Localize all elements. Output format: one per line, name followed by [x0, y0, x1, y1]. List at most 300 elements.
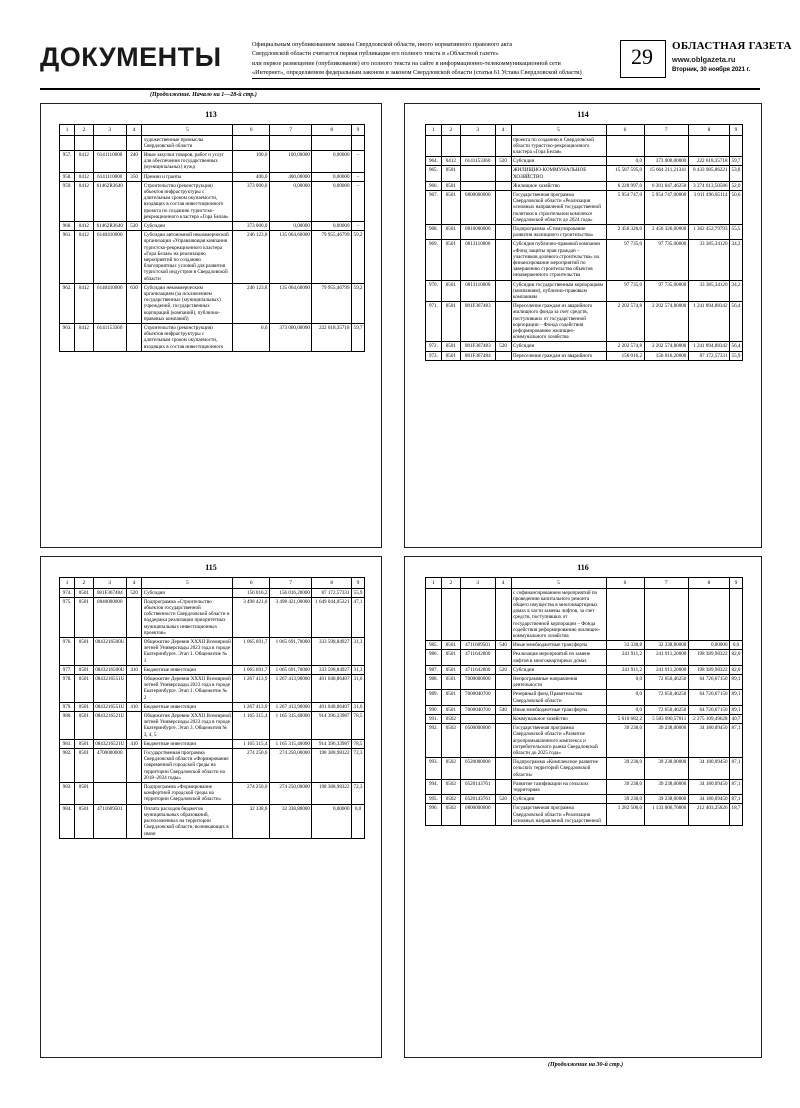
table-cell: ЖИЛИЩНО-КОММУНАЛЬНОЕ ХОЗЯЙСТВО	[511, 166, 606, 181]
table-cell: 957.	[60, 151, 75, 173]
table-row	[60, 181, 365, 221]
table-cell	[460, 135, 495, 157]
table-cell: Подпрограмма «Формирование комфортной городской среды на территории Свердловской области»	[142, 783, 233, 805]
table-cell: 0501	[441, 166, 460, 181]
table-cell: 97 735,00000	[644, 280, 688, 302]
table-cell: 0,0	[730, 641, 743, 650]
table-cell	[688, 135, 729, 157]
table-cell: 4711609501	[460, 641, 495, 650]
column-header: 4	[495, 125, 511, 136]
table-panel-115	[40, 556, 382, 1058]
column-header: 7	[644, 125, 688, 136]
table-cell: 4711642000	[460, 665, 495, 674]
table-cell: 31,3	[352, 665, 365, 674]
table-cell: 31,6	[352, 702, 365, 711]
table-cell: 15 664 211,21341	[644, 166, 688, 181]
table-row	[426, 240, 743, 280]
table-cell	[606, 135, 644, 157]
table-cell: 0501	[441, 342, 460, 351]
table-cell: 6141153360	[460, 157, 495, 166]
column-header: 8	[688, 125, 729, 136]
table-cell	[127, 135, 142, 150]
table-cell: 0502	[441, 724, 460, 758]
table-cell: 971.	[426, 302, 442, 342]
table-cell: 984.	[60, 804, 75, 838]
table-cell: 274 250,0	[233, 749, 269, 783]
table-cell: Коммунальное хозяйство	[511, 715, 606, 724]
table-cell: Субсидии	[511, 157, 606, 166]
table-cell: Строительство (реконструкция) объектов инфраструктуры с длительным сроком окупаемости, входящих в состав инвестиционного проекта по созданию туристско-рекреационного кластера «Гора Белая»	[142, 181, 233, 221]
table-cell	[460, 166, 495, 181]
table-cell: Реализация мероприятий по замене лифтов в многоквартирных домах	[511, 650, 606, 665]
table-cell: Переселение граждан из аварийного жилищного фонда за счет средств, поступивших от государственной корпорации – Фонда содействия реформированию жилищно-коммунального хозяйства	[511, 302, 606, 342]
masthead	[40, 40, 792, 84]
table-cell: Субсидии некоммерческим организациям (за исключением государственных (муниципальных) учреждений, государственных корпораций (компаний), публично-правовых компаний)	[142, 283, 233, 323]
table-cell: 0,00000	[688, 641, 729, 650]
table-cell	[495, 724, 511, 758]
table-cell: 0501	[441, 280, 460, 302]
table-cell: 0520000000	[460, 758, 495, 780]
table-cell: Бюджетные инвестиции	[142, 665, 233, 674]
table-cell: 0810000000	[460, 225, 495, 240]
column-header: 5	[511, 578, 606, 589]
table-cell: Жилищное хозяйство	[511, 181, 606, 190]
table-cell: 1 065 691,70000	[269, 638, 312, 666]
continuation-note-top: (Продолжение. Начало на 1—28-й стр.)	[150, 92, 257, 98]
table-cell: 32 338,80000	[644, 641, 688, 650]
table-cell	[688, 588, 729, 641]
table-cell: 0501	[441, 302, 460, 342]
table-cell: –	[352, 172, 365, 181]
table-cell: Бюджетные инвестиции	[142, 739, 233, 748]
table-panel-114	[404, 103, 762, 548]
table-cell: 962.	[60, 283, 75, 323]
column-header: 1	[426, 125, 442, 136]
column-header: 9	[352, 125, 365, 136]
table-cell: 97 735,0	[606, 280, 644, 302]
table-cell: 540	[495, 705, 511, 714]
table-cell	[495, 758, 511, 780]
table-row	[426, 280, 743, 302]
table-cell: 198 388,98322	[312, 783, 352, 805]
table-cell: 0412	[75, 324, 93, 352]
table-cell: 0501	[75, 597, 93, 637]
table-cell	[495, 675, 511, 690]
blurb-line-4: «Интернет», определяемом федеральным законом и законом Свердловской области (статья 61 Устава Свердловской области)	[252, 68, 582, 76]
table-cell: 979.	[60, 702, 75, 711]
column-header: 6	[606, 125, 644, 136]
table-cell: 988.	[426, 675, 442, 690]
table-cell	[127, 231, 142, 284]
table-cell: 33 385,34120	[688, 280, 729, 302]
column-header: 2	[75, 125, 93, 136]
table-cell: 7000040700	[460, 705, 495, 714]
table-header-row	[426, 578, 743, 589]
table-row	[60, 675, 365, 703]
table-cell: 47,1	[352, 597, 365, 637]
table-cell: 1 362 452,79793	[688, 225, 729, 240]
table-row	[426, 641, 743, 650]
table-row	[426, 665, 743, 674]
table-cell: 59,2	[352, 231, 365, 284]
table-cell: 32 338,8	[606, 641, 644, 650]
table-row	[426, 157, 743, 166]
table-cell	[93, 783, 127, 805]
table-cell: 977.	[60, 665, 75, 674]
table-cell: 914 396,33987	[312, 739, 352, 748]
table-cell: 34,2	[730, 240, 743, 280]
table-cell: 222 618,35718	[312, 324, 352, 352]
table-cell: 401 048,86407	[312, 702, 352, 711]
table-cell: 72,3	[352, 783, 365, 805]
table-cell: 0,00000	[312, 181, 352, 221]
table-cell: 0,0	[606, 675, 644, 690]
table-cell: 520	[127, 222, 142, 231]
table-cell: 969.	[426, 240, 442, 280]
table-cell: Иные межбюджетные трансферты	[511, 641, 606, 650]
paper-website[interactable]: www.oblgazeta.ru	[672, 55, 736, 64]
table-cell: 156 016,20000	[644, 351, 688, 360]
table-cell: 967.	[426, 191, 442, 225]
table-cell	[644, 588, 688, 641]
table-cell: 61462R3640	[93, 181, 127, 221]
table-cell: Бюджетные инвестиции	[142, 702, 233, 711]
table-cell: 333 598,84927	[312, 638, 352, 666]
table-cell: 350	[127, 172, 142, 181]
column-header: 1	[60, 125, 75, 136]
table-cell: 1 267 413,90000	[269, 702, 312, 711]
blurb-line-3: или первое размещение (опубликование) его полного текста на сайте в информационно-телекоммуникационной сети	[252, 59, 561, 67]
table-row	[60, 783, 365, 805]
table-cell: 3 011 496,85114	[688, 191, 729, 225]
table-cell: 0,0	[606, 705, 644, 714]
column-header: 3	[93, 578, 127, 589]
table-cell	[127, 783, 142, 805]
table-cell	[312, 135, 352, 150]
table-cell: 0502	[441, 715, 460, 724]
table-cell: 1 165 315,4	[233, 712, 269, 740]
table-cell: 0,00000	[312, 172, 352, 181]
table-cell: 958.	[60, 172, 75, 181]
panel-number-116: 116	[577, 563, 589, 572]
table-row	[60, 739, 365, 748]
table-cell: 8 433 985,86221	[688, 166, 729, 181]
table-cell: художественные промыслы Свердловской области	[142, 135, 233, 150]
table-cell	[426, 135, 442, 157]
table-cell: 0840000000	[93, 597, 127, 637]
table-cell: 198 389,98322	[688, 665, 729, 674]
table-cell: 0,0	[352, 804, 365, 838]
table-cell: Субсидия публично-правовой компании «Фонд защиты прав граждан – участников долевого строительства» на финансирование мероприятий по завершению строительства объектов незавершенного строительства	[511, 240, 606, 280]
masthead-blurb	[252, 40, 582, 77]
table-cell: 55,5	[730, 225, 743, 240]
table-cell: 1 133 006,70000	[644, 804, 688, 826]
column-header: 5	[142, 578, 233, 589]
table-cell: 961.	[60, 231, 75, 284]
table-row	[60, 135, 365, 150]
column-header: 3	[93, 125, 127, 136]
table-cell: 135 064,60000	[269, 283, 312, 323]
table-cell: 64 726,67150	[688, 690, 729, 705]
table-cell: 78,5	[352, 739, 365, 748]
table-cell: 996.	[426, 804, 442, 826]
table-cell: 4711642000	[460, 650, 495, 665]
table-cell: 78,5	[352, 712, 365, 740]
table-cell: 0843216521U	[93, 739, 127, 748]
table-cell: 410	[127, 739, 142, 748]
table-cell: 0,00000	[269, 181, 312, 221]
table-cell: Иные закупки товаров, работ и услуг для обеспечения государственных (муниципальных) нужд	[142, 151, 233, 173]
table-cell: 1 165 315,40000	[269, 739, 312, 748]
table-row	[426, 758, 743, 780]
column-header: 2	[441, 578, 460, 589]
table-cell: 246 123,8	[233, 283, 269, 323]
table-cell: 333 598,84927	[312, 665, 352, 674]
table-cell: 540	[495, 641, 511, 650]
table-cell: 976.	[60, 638, 75, 666]
table-cell: 989.	[426, 690, 442, 705]
table-cell	[495, 351, 511, 360]
table-cell: 89,1	[730, 675, 743, 690]
table-cell: 241 911,2	[606, 650, 644, 665]
table-cell: 87 172,57331	[312, 588, 352, 597]
blurb-line-1: Официальным опубликованием закона Свердловской области, иного нормативного правового акта	[252, 41, 513, 48]
table-cell: 15 587 595,0	[606, 166, 644, 181]
table-cell: 241 911,20000	[644, 665, 688, 674]
table-cell: Иные межбюджетные трансферты	[511, 705, 606, 714]
table-cell: 373 000,00000	[269, 324, 312, 352]
table-cell: 100,00000	[269, 151, 312, 173]
table-cell	[127, 324, 142, 352]
table-cell: 34 180,09450	[688, 758, 729, 780]
table-cell: 87,1	[730, 758, 743, 780]
table-cell: 963.	[60, 324, 75, 352]
column-header: 3	[460, 125, 495, 136]
table-cell: 5 954 747,0	[606, 191, 644, 225]
column-header: 8	[312, 578, 352, 589]
budget-table-114	[425, 124, 743, 361]
table-cell: 401 048,86407	[312, 675, 352, 703]
table-cell: 32 338,80000	[269, 804, 312, 838]
table-cell: 0412	[75, 181, 93, 221]
table-cell: 79 955,46799	[312, 283, 352, 323]
table-row	[426, 779, 743, 794]
table-cell: 97 735,00000	[644, 240, 688, 280]
table-cell: –	[352, 222, 365, 231]
table-cell: 973.	[426, 351, 442, 360]
table-cell: 39 238,00000	[644, 724, 688, 758]
table-cell: 50,6	[730, 191, 743, 225]
table-header-row	[60, 578, 365, 589]
table-cell: 959.	[60, 181, 75, 221]
table-cell	[730, 135, 743, 157]
table-cell: 972.	[426, 342, 442, 351]
table-cell	[495, 191, 511, 225]
table-cell	[60, 135, 75, 150]
table-cell: 82,0	[730, 665, 743, 674]
table-cell: 0800000000	[460, 191, 495, 225]
table-row	[426, 351, 743, 360]
table-row	[60, 283, 365, 323]
table-cell: 0501	[441, 690, 460, 705]
table-cell: Оплата расходов бюджетов муниципальных образований, расположенных на территории Свердловской области, возникающих в связи	[142, 804, 233, 838]
table-cell: 39 238,0	[606, 758, 644, 780]
table-row	[426, 342, 743, 351]
table-cell: 520	[495, 795, 511, 804]
table-cell: –	[352, 181, 365, 221]
table-cell: 240	[127, 151, 142, 173]
blurb-line-2: Свердловской области считается первая публикация его полного текста в «Областной газете»	[252, 50, 499, 58]
table-cell	[127, 597, 142, 637]
table-row	[426, 135, 743, 157]
table-cell	[441, 135, 460, 157]
page-number: 29	[631, 44, 653, 69]
table-cell: 0800000000	[460, 804, 495, 826]
table-cell	[495, 588, 511, 641]
table-cell: Государственная программа Свердловской области «Реализация основных направлений государственной политики в строительном комплексе Свердловской области до 2024 года»	[511, 191, 606, 225]
table-cell: Государственная программа Свердловской области «Формирование современной городской среды на территории Свердловской области на 2018–2024 годы»	[142, 749, 233, 783]
table-cell: 34 180,09450	[688, 795, 729, 804]
table-cell: 986.	[426, 650, 442, 665]
table-cell: 55,9	[352, 588, 365, 597]
table-cell: Подпрограмма «Строительство объектов государственной собственности Свердловской области и поддержка реализации приоритетных муниципальных инвестиционных проектов»	[142, 597, 233, 637]
column-header: 7	[269, 578, 312, 589]
table-row	[426, 724, 743, 758]
column-header: 8	[688, 578, 729, 589]
continuation-note-bottom: (Продолжение на 30-й стр.)	[548, 1062, 624, 1068]
table-row	[426, 166, 743, 181]
table-cell: 981.	[60, 739, 75, 748]
table-cell: 520	[495, 665, 511, 674]
table-cell	[127, 638, 142, 666]
table-cell: 274 250,00000	[269, 783, 312, 805]
table-cell: 990.	[426, 705, 442, 714]
table-cell: 40,7	[730, 715, 743, 724]
column-header: 7	[644, 578, 688, 589]
table-cell: 7000040700	[460, 690, 495, 705]
table-cell: 0843216521U	[93, 712, 127, 740]
table-cell: 980.	[60, 712, 75, 740]
panel-number-114: 114	[577, 110, 589, 119]
table-cell: 983.	[60, 783, 75, 805]
table-cell: 0501	[75, 588, 93, 597]
table-cell: 0501	[441, 191, 460, 225]
table-cell: 2 202 574,8	[606, 302, 644, 342]
table-cell: 1 165 315,40000	[269, 712, 312, 740]
table-cell: 0501	[75, 712, 93, 740]
table-cell: 32 338,8	[233, 804, 269, 838]
table-cell: 39 238,0	[606, 779, 644, 794]
table-cell: 2 275 109,49628	[688, 715, 729, 724]
column-header: 8	[312, 125, 352, 136]
table-cell: 3 498 421,00000	[269, 597, 312, 637]
masthead-divider	[252, 78, 582, 79]
table-cell	[460, 181, 495, 190]
table-cell: 373 000,00000	[644, 157, 688, 166]
table-cell	[352, 135, 365, 150]
table-cell: 1 065 691,70000	[269, 665, 312, 674]
table-cell: 241 911,2	[606, 665, 644, 674]
column-header: 6	[606, 578, 644, 589]
table-cell: 246 123,8	[233, 231, 269, 284]
table-cell: 6 301 647,46250	[644, 181, 688, 190]
table-cell	[495, 779, 511, 794]
table-cell: Субсидии	[142, 222, 233, 231]
column-header: 1	[60, 578, 75, 589]
table-cell	[127, 804, 142, 838]
table-cell: 0,00000	[312, 151, 352, 173]
table-cell: 72,3	[352, 749, 365, 783]
table-cell: 1 241 894,88342	[688, 302, 729, 342]
table-row	[426, 675, 743, 690]
table-row	[426, 795, 743, 804]
table-cell: 31,6	[352, 675, 365, 703]
table-cell: 72 650,46250	[644, 705, 688, 714]
table-cell: 34 180,09450	[688, 724, 729, 758]
table-cell: 2 202 574,80000	[644, 302, 688, 342]
table-row	[60, 702, 365, 711]
table-cell: 156 016,2	[233, 588, 269, 597]
table-cell: 59,7	[352, 324, 365, 352]
table-cell: с софинансированием мероприятий по проведению капитального ремонта общего имущества в многоквартирных домах в части замены лифтов, за счет средств, поступивших от государственной корпорации – Фонда содействия реформированию жилищно-коммунального хозяйства	[511, 588, 606, 641]
table-cell: 0501	[441, 641, 460, 650]
table-cell: 0502	[441, 804, 460, 826]
table-cell: 3 274 613,50586	[688, 181, 729, 190]
table-cell: 52,0	[730, 181, 743, 190]
table-cell	[495, 135, 511, 157]
table-cell	[495, 715, 511, 724]
table-cell: Субсидии государственным корпорациям (компаниям), публично-правовым компаниям	[511, 280, 606, 302]
table-cell: 0501	[75, 739, 93, 748]
table-cell: 6141110000	[93, 151, 127, 173]
table-cell: 274 250,0	[233, 783, 269, 805]
table-cell: 0502	[441, 795, 460, 804]
table-cell: 630	[127, 283, 142, 323]
table-cell: 0412	[75, 172, 93, 181]
table-cell	[127, 181, 142, 221]
table-cell: 274 250,00000	[269, 749, 312, 783]
table-cell: Развитие газификации на сельских территориях	[511, 779, 606, 794]
table-row	[60, 588, 365, 597]
table-cell: 0501	[441, 650, 460, 665]
table-cell: 39 238,00000	[644, 758, 688, 780]
table-cell: 39 238,00000	[644, 779, 688, 794]
table-cell: 0500000000	[460, 724, 495, 758]
table-row	[60, 804, 365, 838]
table-cell: 61462R3640	[93, 222, 127, 231]
table-cell: 081F367484	[460, 351, 495, 360]
table-cell: 7000000000	[460, 675, 495, 690]
table-cell: 0501	[441, 675, 460, 690]
column-header: 5	[142, 125, 233, 136]
table-cell	[426, 588, 442, 641]
table-cell: 520	[495, 157, 511, 166]
table-cell: Непрограммные направления деятельности	[511, 675, 606, 690]
table-cell: 56,4	[730, 342, 743, 351]
table-cell	[93, 135, 127, 150]
table-cell: 2 456 326,00000	[644, 225, 688, 240]
table-cell	[127, 675, 142, 703]
column-header: 9	[730, 578, 743, 589]
table-cell: 6 228 997,0	[606, 181, 644, 190]
table-cell	[460, 715, 495, 724]
table-cell: 1 282 506,0	[606, 804, 644, 826]
table-cell: 0,0	[606, 690, 644, 705]
table-cell: 4700000000	[93, 749, 127, 783]
table-cell: 59,2	[352, 283, 365, 323]
table-cell	[495, 650, 511, 665]
table-row	[426, 690, 743, 705]
